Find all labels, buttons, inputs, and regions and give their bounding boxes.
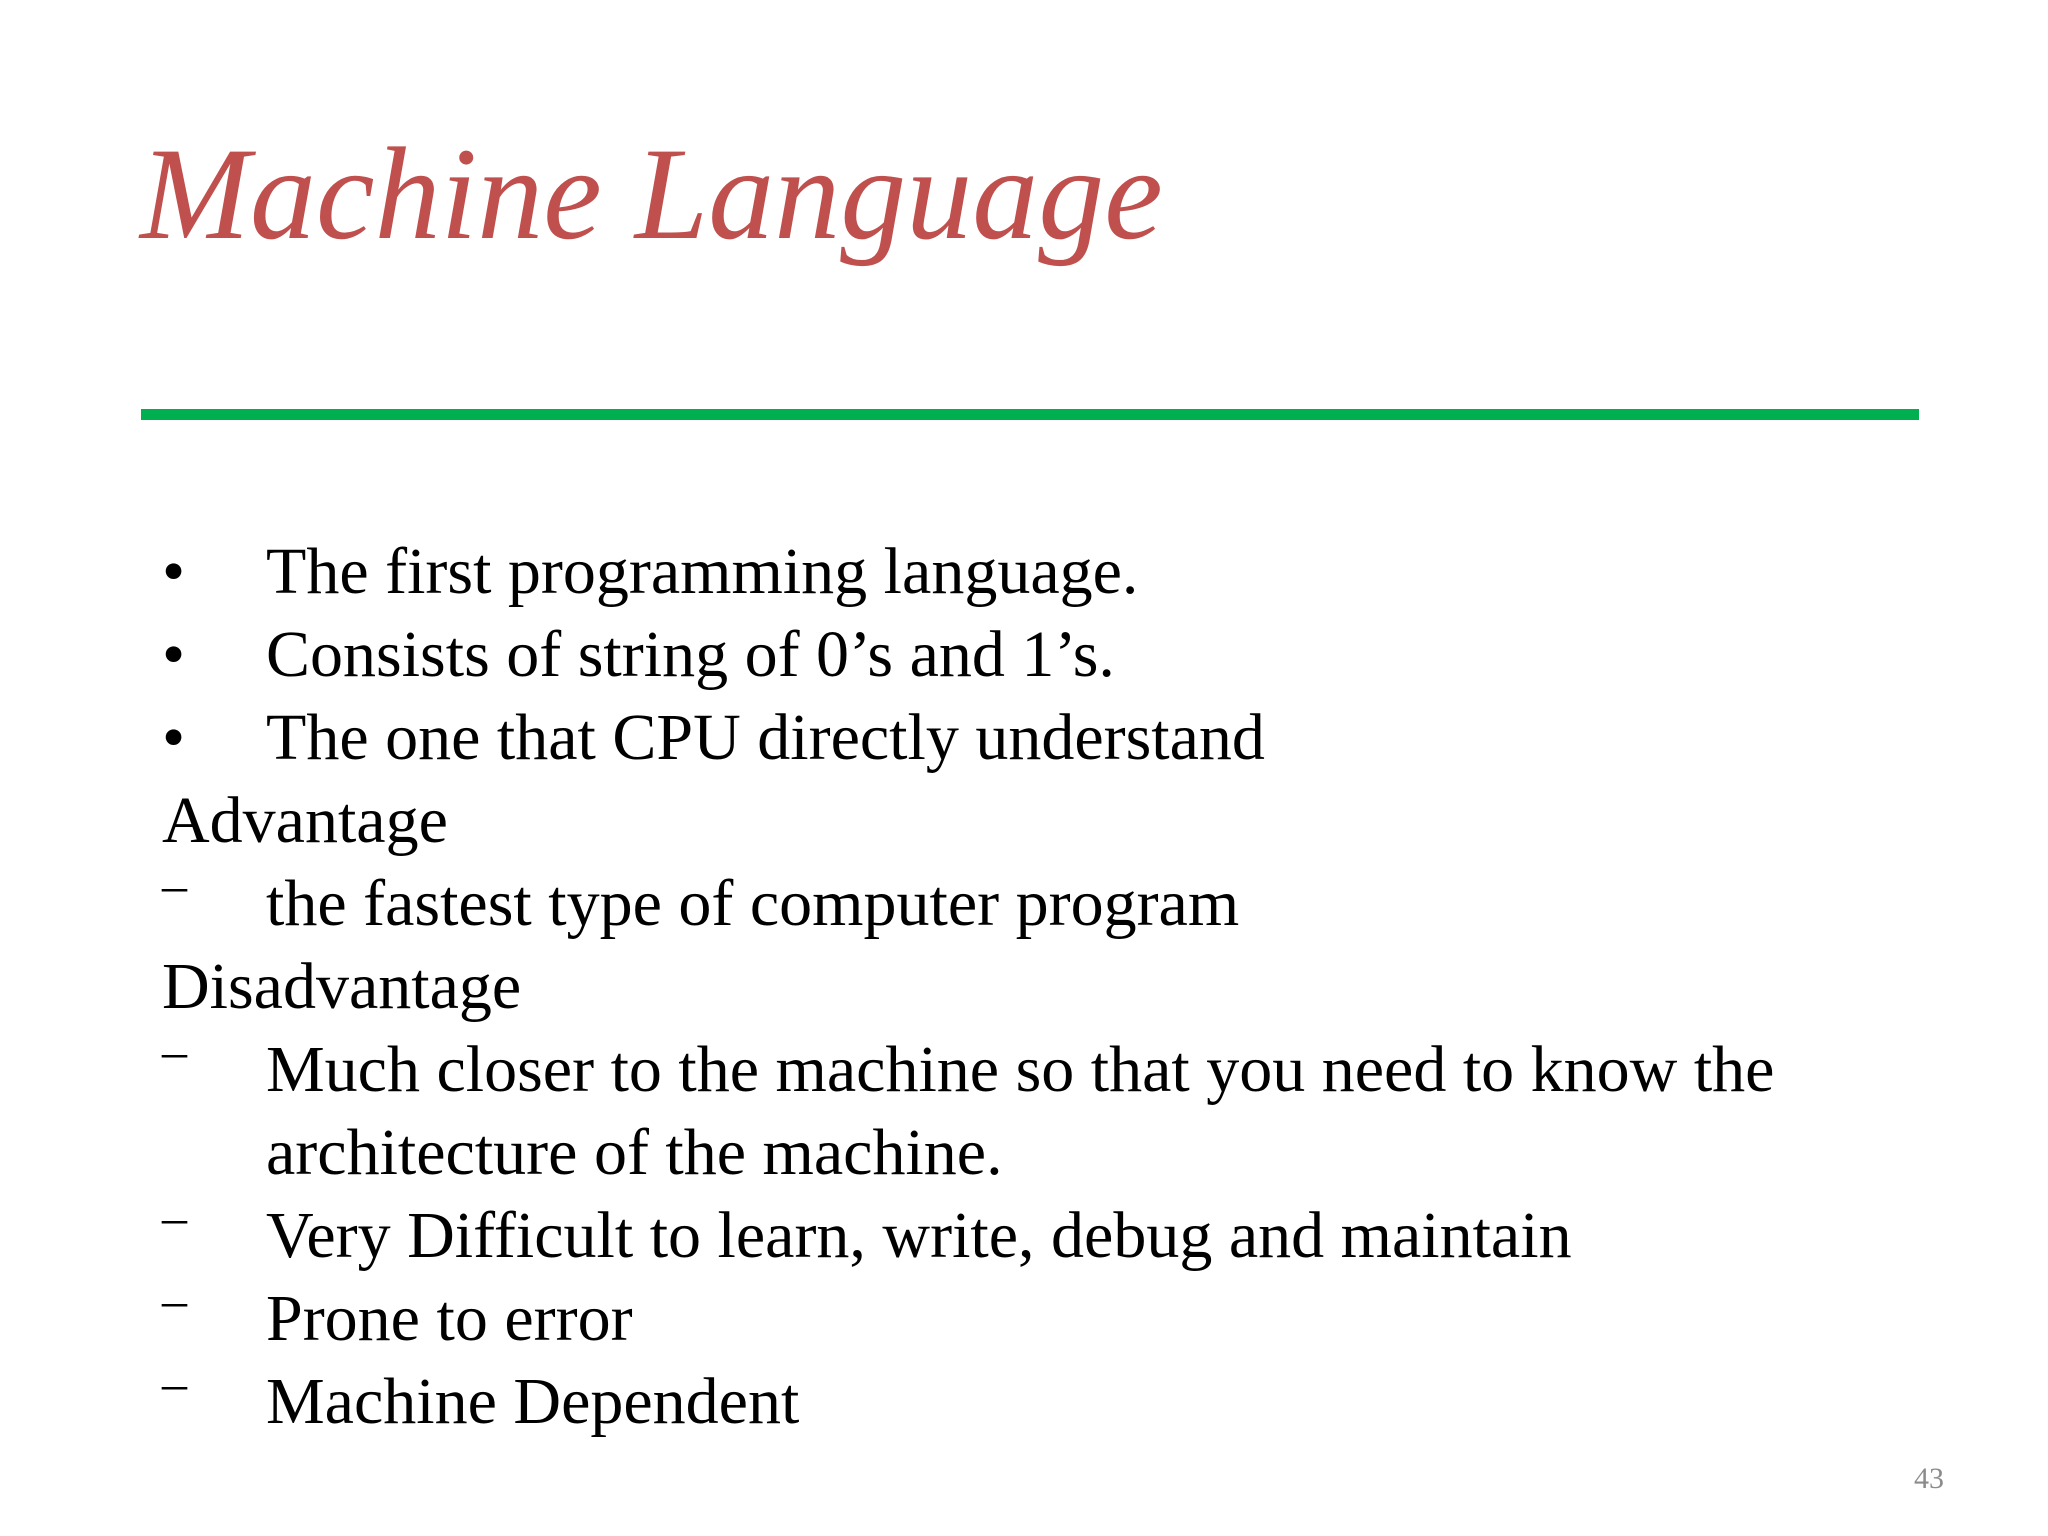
slide-title: Machine Language <box>140 120 1163 267</box>
dash-marker: – <box>162 857 187 913</box>
disadvantage-text: Prone to error <box>266 1282 633 1355</box>
bullet-text: The first programming language. <box>266 535 1139 608</box>
bullet-marker: • <box>162 535 186 608</box>
dash-marker: – <box>162 1355 187 1411</box>
advantage-heading: Advantage <box>162 784 448 857</box>
advantage-text: the fastest type of computer program <box>266 867 1240 940</box>
disadvantage-text: Very Difficult to learn, write, debug and maintain <box>266 1199 1572 1272</box>
bullet-marker: • <box>162 701 186 774</box>
title-divider <box>141 409 1919 420</box>
disadvantage-item <box>162 1355 1922 1443</box>
page-number: 43 <box>1914 1462 1944 1495</box>
bullet-marker: • <box>162 618 186 691</box>
dash-marker: – <box>162 1272 187 1328</box>
bullet-item <box>162 613 1922 696</box>
dash-marker: – <box>162 1189 187 1245</box>
disadvantage-text: Machine Dependent <box>266 1365 800 1438</box>
disadvantage-item <box>162 1272 1922 1360</box>
disadvantage-heading: Disadvantage <box>162 950 522 1023</box>
slide-body <box>162 530 1922 1443</box>
bullet-text: The one that CPU directly understand <box>266 701 1265 774</box>
disadvantage-item <box>162 1023 1922 1194</box>
advantage-item <box>162 857 1922 945</box>
dash-marker: – <box>162 1023 187 1079</box>
bullet-text: Consists of string of 0’s and 1’s. <box>266 618 1115 691</box>
bullet-item <box>162 696 1922 779</box>
bullet-item <box>162 530 1922 613</box>
disadvantage-text: Much closer to the machine so that you need to know the architecture of the machine. <box>266 1033 1775 1189</box>
disadvantage-item <box>162 1189 1922 1277</box>
